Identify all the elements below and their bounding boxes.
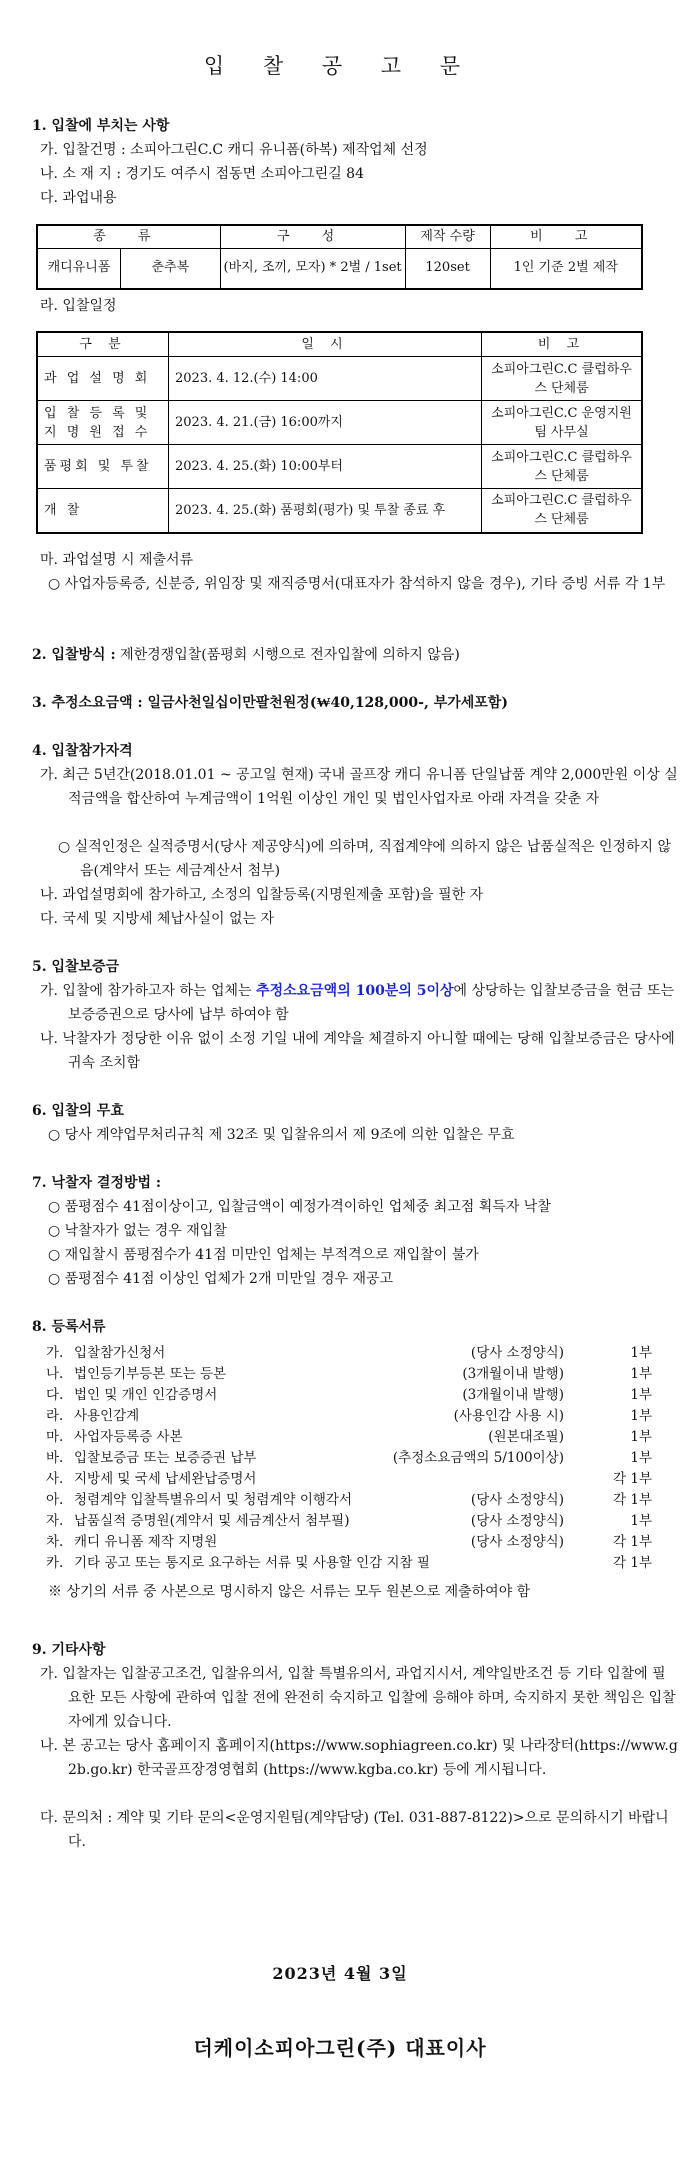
location-item: 나. 소 재 지 : 경기도 여주시 점동면 소피아그린길 84 <box>40 166 364 182</box>
eligibility-na: 나. 과업설명회에 참가하고, 소정의 입찰등록(지명원제출 포함)을 필한 자 <box>40 887 484 903</box>
eligibility-da: 다. 국세 및 지방세 체납사실이 없는 자 <box>40 911 275 927</box>
doc-row: 자. 납품실적 증명원(계약서 및 세금계산서 첨부필) (당사 소정양식) 1부 <box>46 1513 652 1529</box>
invalid-bid-bullet: ○ 당사 계약업무처리규칙 제 32조 및 입찰유의서 제 9조에 의한 입찰은 무효 <box>48 1127 515 1143</box>
doc-row: 나. 법인등기부등본 또는 등본 (3개월이내 발행) 1부 <box>46 1366 652 1382</box>
bid-title-item: 가. 입찰건명 : 소피아그린C.C 캐디 유니폼(하복) 제작업체 선정 <box>40 142 428 158</box>
registration-doc-list <box>32 1343 652 1574</box>
scope-header-composition: 구 성 <box>220 225 405 249</box>
scope-item: 다. 과업내용 <box>40 190 117 206</box>
doc-row: 가. 입찰참가신청서 (당사 소정양식) 1부 <box>46 1345 652 1361</box>
scope-header-type: 종 류 <box>37 225 220 249</box>
schedule-row-note: 소피아그린C.C 클럽하우스 단체룸 <box>482 445 643 489</box>
scope-header-qty: 제작 수량 <box>405 225 490 249</box>
doc-row: 카. 기타 공고 또는 통지로 요구하는 서류 및 사용할 인감 지참 필 각 1부 <box>46 1555 652 1571</box>
page-title: 입 찰 공 고 문 <box>203 54 477 78</box>
section-3-heading: 3. 추정소요금액 : 일금사천일십이만팔천원정(₩40,128,000-, 부가세포함) <box>32 695 508 711</box>
deposit-na: 나. 낙찰자가 정당한 이유 없이 소정 기일 내에 계약을 체결하지 아니할 때에는 당해 입찰보증금은 당사에 귀속 조치함 <box>40 1031 675 1071</box>
schedule-row-datetime: 2023. 4. 25.(화) 10:00부터 <box>169 445 482 489</box>
award-method-bullet: ○ 재입찰시 품평점수가 41점 미만인 업체는 부적격으로 재입찰이 불가 <box>48 1247 479 1263</box>
scope-cell-composition: (바지, 조끼, 모자) * 2벌 / 1set <box>220 249 405 289</box>
award-method-bullet: ○ 품평점수 41점 이상인 업체가 2개 미만일 경우 재공고 <box>48 1271 394 1287</box>
award-method-bullet: ○ 품평점수 41점이상이고, 입찰금액이 예정가격이하인 업체중 최고점 획득자 낙찰 <box>48 1199 551 1215</box>
scope-header-note: 비 고 <box>490 225 642 249</box>
schedule-row-datetime: 2023. 4. 12.(수) 14:00 <box>169 357 482 401</box>
eligibility-ga-bullet: ○ 실적인정은 실적증명서(당사 제공양식)에 의하며, 직접계약에 의하지 않은 납품실적은 인정하지 않음(계약서 또는 세금계산서 첨부) <box>58 839 672 879</box>
schedule-row <box>37 357 642 401</box>
schedule-row-note: 소피아그린C.C 운영지원팀 사무실 <box>482 401 643 445</box>
schedule-item: 라. 입찰일정 <box>40 298 117 314</box>
eligibility-ga: 가. 최근 5년간(2018.01.01 ~ 공고일 현재) 국내 골프장 캐디 유니폼 단일납품 계약 2,000만원 이상 실적금액을 합산하여 누계금액이 1억원 이상인 개인 및 법인사업자로 아래 자격을 갖춘 자 <box>40 767 678 807</box>
docs-footnote: ※ 상기의 서류 중 사본으로 명시하지 않은 서류는 모두 원본으로 제출하여야 함 <box>48 1584 531 1600</box>
doc-row: 다. 법인 및 개인 인감증명서 (3개월이내 발행) 1부 <box>46 1387 652 1403</box>
schedule-row-datetime: 2023. 4. 21.(금) 16:00까지 <box>169 401 482 445</box>
scope-cell-season: 춘추복 <box>121 249 221 289</box>
scope-table-row <box>37 249 642 289</box>
section-5-heading: 5. 입찰보증금 <box>32 959 120 975</box>
schedule-row <box>37 401 642 445</box>
company-signature: 더케이소피아그린(주) 대표이사 <box>193 2036 487 2060</box>
deposit-ga-pre: 가. 입찰에 참가하고자 하는 업체는 <box>40 983 257 999</box>
section-4-heading: 4. 입찰참가자격 <box>32 743 133 759</box>
misc-na: 나. 본 공고는 당사 홈페이지 홈페이지(https://www.sophiagreen.co.kr) 및 나라장터(https://www.g2b.go.kr) 한국골프장경영협회 (https://www.kgba.co.kr) 등에 게시됩니다. <box>40 1738 678 1778</box>
doc-row: 아. 청렴계약 입찰특별유의서 및 청렴계약 이행각서 (당사 소정양식) 각 1부 <box>46 1492 652 1508</box>
announcement-date: 2023년 4월 3일 <box>272 1964 408 1983</box>
section-8-heading: 8. 등록서류 <box>32 1319 106 1335</box>
section-7-heading: 7. 낙찰자 결정방법 : <box>32 1175 162 1191</box>
scope-cell-qty: 120set <box>405 249 490 289</box>
schedule-row-note: 소피아그린C.C 클럽하우스 단체룸 <box>482 489 643 533</box>
required-docs-item: 마. 과업설명 시 제출서류 <box>40 552 194 568</box>
section-2-heading: 2. 입찰방식 : <box>32 647 116 663</box>
section-1-heading: 1. 입찰에 부치는 사항 <box>32 118 170 134</box>
required-docs-bullet: ○ 사업자등록증, 신분증, 위임장 및 재직증명서(대표자가 참석하지 않을 경우), 기타 증빙 서류 각 1부 <box>48 576 666 592</box>
scope-cell-type: 캐디유니폼 <box>37 249 121 289</box>
doc-row: 라. 사용인감계 (사용인감 사용 시) 1부 <box>46 1408 652 1424</box>
schedule-header-category: 구 분 <box>37 332 169 357</box>
schedule-row-datetime: 2023. 4. 25.(화) 품평회(평가) 및 투찰 종료 후 <box>169 489 482 533</box>
deposit-ga <box>40 979 678 1027</box>
scope-cell-note: 1인 기준 2벌 제작 <box>490 249 642 289</box>
schedule-row-label: 개 찰 <box>37 489 169 533</box>
misc-da: 다. 문의처 : 계약 및 기타 문의<운영지원팀(계약담당) (Tel. 031-887-8122)>으로 문의하시기 바랍니다. <box>40 1810 669 1850</box>
schedule-row-label: 과 업 설 명 회 <box>37 357 169 401</box>
schedule-row <box>37 445 642 489</box>
schedule-row-label: 품평회 및 투찰 <box>37 445 169 489</box>
section-6-heading: 6. 입찰의 무효 <box>32 1103 124 1119</box>
schedule-table-header <box>37 332 642 357</box>
schedule-row-label: 입 찰 등 록 및 지 명 원 접 수 <box>37 401 169 445</box>
doc-row: 차. 캐디 유니폼 제작 지명원 (당사 소정양식) 각 1부 <box>46 1534 652 1550</box>
doc-row: 사. 지방세 및 국세 납세완납증명서 각 1부 <box>46 1471 652 1487</box>
doc-row: 마. 사업자등록증 사본 (원본대조필) 1부 <box>46 1429 652 1445</box>
schedule-header-note: 비 고 <box>482 332 643 357</box>
schedule-table <box>36 331 643 534</box>
doc-row: 바. 입찰보증금 또는 보증증권 납부 (추정소요금액의 5/100이상) 1부 <box>46 1450 652 1466</box>
scope-table <box>36 224 643 290</box>
deposit-highlight: 추정소요금액의 100분의 5이상 <box>256 983 454 999</box>
schedule-row <box>37 489 642 533</box>
section-9-heading: 9. 기타사항 <box>32 1642 106 1658</box>
misc-ga: 가. 입찰자는 입찰공고조건, 입찰유의서, 입찰 특별유의서, 과업지시서, 계약일반조건 등 기타 입찰에 필요한 모든 사항에 관하여 입찰 전에 완전히 숙지하고 입찰에 응해야 하며, 숙지하지 못한 책임은 입찰자에게 있습니다. <box>40 1666 676 1730</box>
schedule-header-datetime: 일 시 <box>169 332 482 357</box>
award-method-bullet: ○ 낙찰자가 없는 경우 재입찰 <box>48 1223 227 1239</box>
bid-method-text: 제한경쟁입찰(품평회 시행으로 전자입찰에 의하지 않음) <box>120 647 460 663</box>
section-2 <box>32 643 652 667</box>
schedule-row-note: 소피아그린C.C 클럽하우스 단체룸 <box>482 357 643 401</box>
scope-table-header <box>37 225 642 249</box>
deposit-ga-post: 에 상당하는 입찰보증금을 현금 또는 보증증권으로 당사에 납부 하여야 함 <box>68 983 675 1023</box>
